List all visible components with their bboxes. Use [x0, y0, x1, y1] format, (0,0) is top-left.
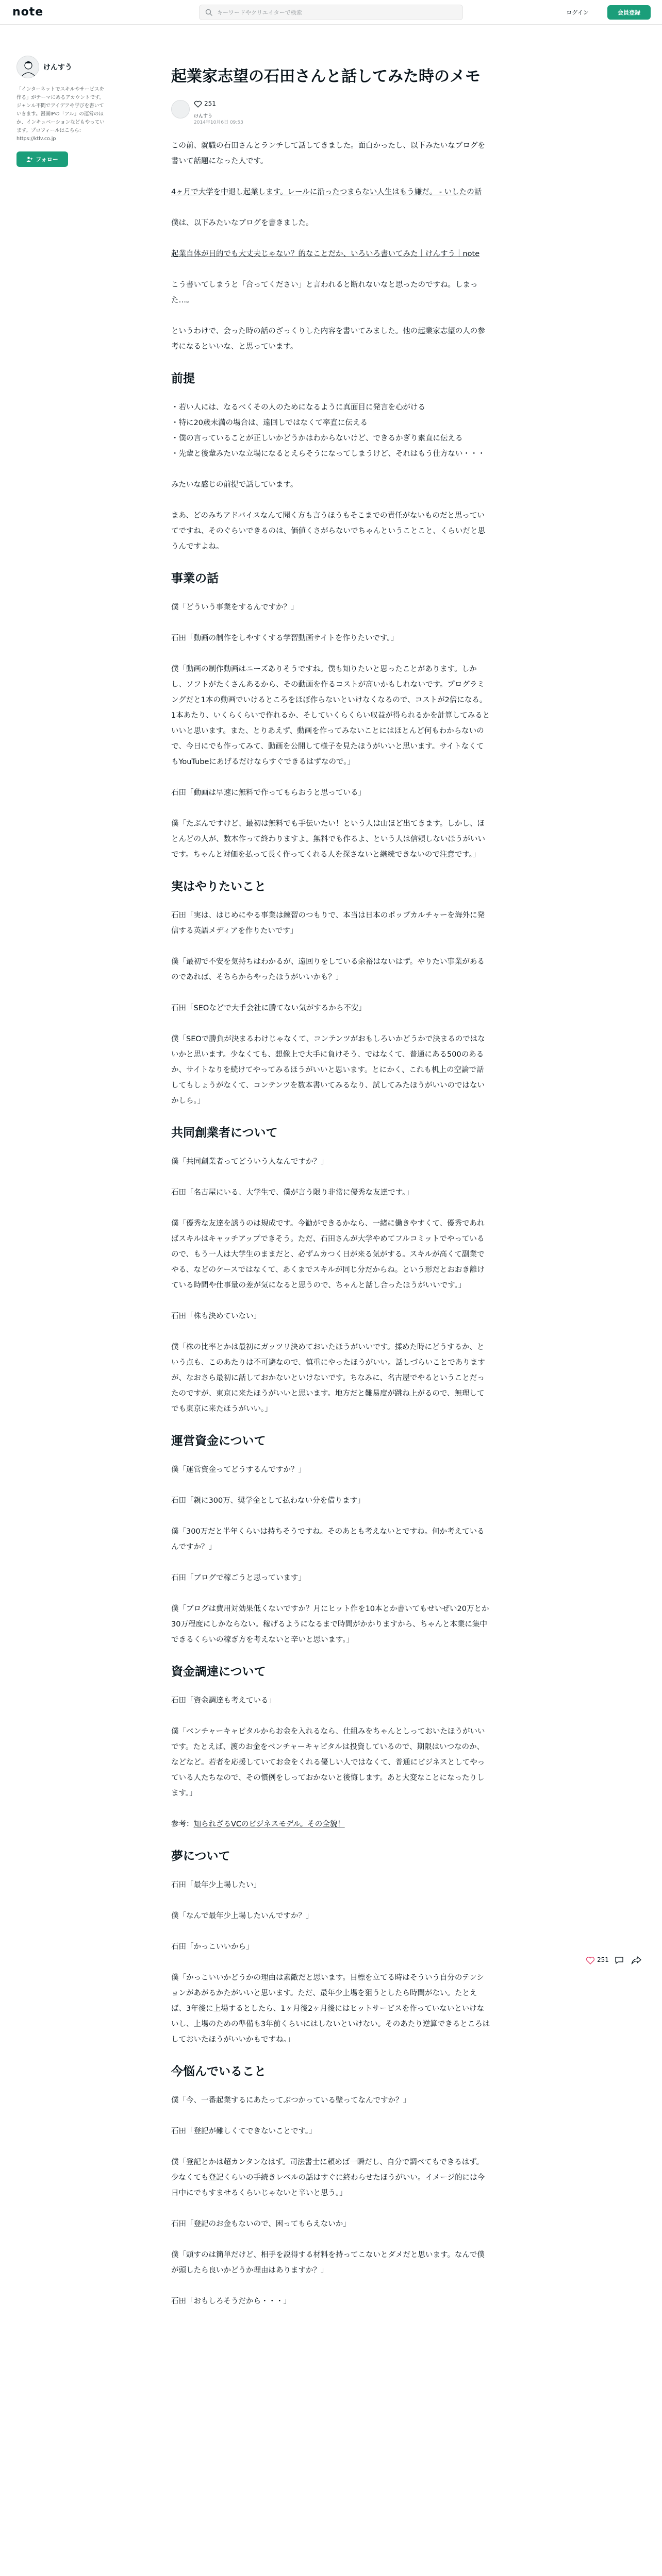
creator-name[interactable]: けんすう: [43, 63, 72, 72]
paragraph: 石田「SEOなどで大手会社に勝てない気がするから不安」: [171, 1004, 366, 1012]
link-paragraph: [171, 184, 491, 200]
like-count: 251: [204, 100, 216, 107]
paragraph: この前、就職の石田さんとランチして話してきました。面白かったし、以下みたいなブログを書いて話題になった人です。: [171, 142, 485, 165]
paragraph: 僕「かっこいいかどうかの理由は素敵だと思います。目標を立てる時はそういう自分のテンションがあがるかたがいいと思います。ただ、最年少上場を狙うとしたら時間がない。たとえば、3年後に上場するとしたら、1ヶ月後2ヶ月後にはヒットサービスを作っていないといけないし、上場のための準備も3年前くらいにはしないといけない。そのあたり逆算できるところはしておいたほうがいいかもですね。」: [171, 1974, 490, 2044]
heart-icon[interactable]: [586, 1956, 595, 1965]
paragraph: 僕「どういう事業をするんですか？」: [171, 603, 299, 612]
section-heading: 実はやりたいこと: [171, 880, 266, 893]
register-button[interactable]: 会員登録: [607, 5, 651, 20]
paragraph: 石田「登記が難しくてできないことです。」: [171, 2127, 317, 2136]
search-icon: [205, 8, 213, 16]
article: [171, 65, 491, 2325]
section-heading: 事業の話: [171, 572, 219, 585]
follow-button[interactable]: [16, 151, 68, 167]
section-heading: 運営資金について: [171, 1434, 266, 1448]
paragraph: 石田「資金調達も考えている」: [171, 1697, 276, 1705]
article-link[interactable]: 4ヶ月で大学を中退し起業します。レールに沿ったつまらない人生はもう嫌だ。 - いしたの話: [171, 188, 482, 196]
site-header: [0, 0, 662, 25]
paragraph: ・若い人には、なるべくその人のためになるように真面目に発言を心がける ・特に20歳未満の場合は、遠回しではなくて率直に伝える ・僕の言っていることが正しいかどうかはわからないけど、できるかぎり素直に伝える ・先輩と後輩みたいな立場になるとえらそうになってしまうけど、それはもう仕方ない・・・: [171, 403, 485, 458]
creator-sidebar: [16, 56, 107, 167]
follow-label: フォロー: [36, 157, 58, 163]
paragraph: 僕「最初で不安を気持ちはわかるが、遠回りをしている余裕はないはず。やりたい事業があるのであれば、そちらからやったほうがいいかも？」: [171, 958, 485, 981]
paragraph: 石田「かっこいいから」: [171, 1943, 254, 1951]
paragraph: 石田「動画は早速に無料で作ってもらおうと思っている」: [171, 789, 366, 797]
paragraph: 僕「SEOで勝負が決まるわけじゃなくて、コンテンツがおもしろいかどうかで決まるのではないかと思います。少なくても、想像上で大手に負けそう、ではなくて、普通にある500のあるか、サイトなりを続けてやってみるほうがいいと思います。とにかく、これも机上の空論で話してもしょうがなくて、コンテンツを数本書いてみるなり、試してみたほうがいいのではないかしら。」: [171, 1035, 485, 1105]
publish-date: 2014年10月6日 09:53: [194, 120, 243, 125]
section-heading: 夢について: [171, 1850, 230, 1863]
paragraph: 僕「頭すのは簡単だけど、相手を説得する材料を持ってこないとダメだと思います。なんで僕が頭したら良いかどうか理由はありますか？」: [171, 2251, 485, 2275]
paragraph: こう書いてしまうと「合ってください」と言われると断れないなと思ったのですね。しまった…。: [171, 281, 478, 304]
login-button[interactable]: ログイン: [560, 6, 595, 19]
comment-icon[interactable]: [615, 1956, 624, 1965]
paragraph: 僕「共同創業者ってどういう人なんですか？」: [171, 1158, 328, 1166]
author-name[interactable]: けんすう: [194, 114, 213, 119]
paragraph: 僕「なんで最年少上場したいんですか？」: [171, 1912, 313, 1920]
paragraph: 僕は、以下みたいなブログを書きました。: [171, 219, 313, 227]
article-link[interactable]: 知られざるVCのビジネスモデル。その全貌！: [193, 1820, 345, 1828]
paragraph: 僕「ベンチャーキャピタルからお金を入れるなら、仕組みをちゃんとしっておいたほうがいいです。たとえば、渡のお金をベンチャーキャピタルは投資しているので、期限はいつなのか、などなど。若者を応援していてお金をくれる優しい人ではなくて、普通にビジネスとしてやっている人たちなので、その慣例をしっておかないと後悔します。あと大変なことになったりします。」: [171, 1727, 485, 1798]
paragraph: 石田「親に300万、奨学金として払わない分を借ります」: [171, 1497, 365, 1505]
share-icon[interactable]: [631, 1956, 641, 1965]
article-body: [171, 138, 491, 2309]
paragraph: 僕「ブログは費用対効果低くないですか？月にヒット作を10本とか書いてもせいぜい20万とか30万程度にしかならない。稼げるようになるまで時間がかかりますから、ちゃんと本業に集中できるくらいの稼ぎ方を考えないと辛いと思います。」: [171, 1605, 489, 1644]
author-avatar[interactable]: [171, 100, 190, 118]
paragraph: 僕「運営資金ってどうするんですか？」: [171, 1466, 306, 1474]
link-paragraph: [171, 1817, 491, 1832]
heart-icon[interactable]: [194, 100, 202, 108]
paragraph: 僕「動画の制作動画はニーズありそうですね。僕も知りたいと思ったことがあります。しかし、ソフトがたくさんあるから、その動画を作るコストが高いかもしれないです。プログラミングだと1本の動画でいけるところをほぼ作らないといけなくなるので、コストが2倍になる。1本あたり、いくらくらいで作れるか、そしていくらくらい収益が得られるかを計算してみるといいと思います。また、とりあえず、動画を作ってみないことにはほとんど何もわからないので、今日にでも作ってみて、動画を公開して様子を見たほうがいいと思います。サイトなくてもYouTubeにあげるだけならすぐできるはずなので。」: [171, 665, 490, 766]
search-box[interactable]: [199, 5, 463, 20]
creator-bio: 「インターネットでスキルやサービスを作る」がテーマにあるアカウントです。ジャンル不問でアイデアや学びを書いていきます。漫画IPの「アル」の運営のほか、インキュベーションなどもやっています。プロフィールはこちら: https://ktlv.co.jp: [16, 87, 105, 142]
link-paragraph: [171, 246, 491, 262]
paragraph: 石田「登記のお金もないので、困ってもらえないか」: [171, 2220, 351, 2228]
article-link[interactable]: 起業自体が目的でも大丈夫じゃない？的なことだか、いろいろ書いてみた｜けんすう｜note: [171, 250, 480, 258]
avatar-illustration-icon: [17, 56, 40, 79]
section-heading: 今悩んでいること: [171, 2065, 266, 2078]
paragraph: みたいな感じの前提で話しています。: [171, 481, 298, 489]
paragraph: 石田「株も決めていない」: [171, 1312, 261, 1320]
floating-actions: [586, 1953, 648, 1968]
paragraph: 僕「優秀な友達を誘うのは規成です。今勧ができるかなら、一緒に働きやすくて、優秀であればスキルはキャッチアップできそう。ただ、石田さんが大学やめてフルコミットでやっているので、もう一人は大学生のままだと、必ずムカつく日が来る気がする。スキルが高くて副業でやる、などのケースではなくて、あくまでスキルが同じ分だからね。という形だとおおき離けている時間や仕事量の差が気になると思うので、ちゃんと話し合ったほうがいいです。」: [171, 1219, 485, 1290]
paragraph: 石田「動画の制作をしやすくする学習動画サイトを作りたいです。」: [171, 634, 399, 642]
paragraph: 僕「今、一番起業するにあたってぶつかっている壁ってなんですか？」: [171, 2096, 410, 2105]
section-heading: 前提: [171, 372, 195, 385]
search-input[interactable]: [217, 5, 454, 20]
paragraph: 石田「名古屋にいる、大学生で、僕が言う限り非常に優秀な友達です。」: [171, 1189, 413, 1197]
paragraph: というわけで、会った時の話のざっくりした内容を書いてみました。他の起業家志望の人の参考になるといいな、と思っています。: [171, 327, 485, 351]
paragraph: 石田「実は、はじめにやる事業は練習のつもりで、本当は日本のポップカルチャーを海外に発信する英語メディアを作りたいです」: [171, 911, 485, 935]
paragraph: 石田「おもしろそうだから・・・」: [171, 2297, 291, 2306]
user-plus-icon: [26, 156, 32, 162]
like-count: 251: [597, 1956, 609, 1963]
section-heading: 資金調達について: [171, 1665, 266, 1679]
article-meta: [171, 100, 491, 123]
note-logo[interactable]: note: [12, 6, 44, 19]
paragraph: まあ、どのみちアドバイスなんて聞く方も言うほうもそこまでの責任がないものだと思っていてですね、そのぐらいできるのは、価値くさがらないでちゃんということこと、くらいだと思うんですよね。: [171, 512, 485, 551]
creator-avatar[interactable]: [16, 56, 39, 78]
paragraph: 石田「最年少上場したい」: [171, 1881, 261, 1889]
section-heading: 共同創業者について: [171, 1126, 278, 1140]
link-prefix: 参考：: [171, 1820, 194, 1828]
paragraph: 僕「300万だと半年くらいは持ちそうですね。そのあとも考えないとですね。何か考えているんですか？」: [171, 1528, 485, 1551]
article-title: 起業家志望の石田さんと話してみた時のメモ: [171, 67, 481, 86]
paragraph: 僕「登記とかは超カンタンなはず。司法書士に頼めば一瞬だし、自分で調べてもできるはず。少なくても登記くらいの手続きレベルの話はすぐに終わらせたほうがいい。イメージ的には今日中にでもすませるくらいじゃないと辛いと思う。」: [171, 2158, 485, 2197]
paragraph: 石田「ブログで稼ごうと思っています」: [171, 1574, 306, 1582]
paragraph: 僕「株の比率とかは最初にガッツリ決めておいたほうがいいです。揉めた時にどうするか、という点も、このあたりは不可避なので、慎重にやったほうがいい。話しづらいことでありますが、なおさら最初に話しておかないといけないです。ちなみに、名古屋でやるということだったのですが、東京に来たほうがいいと思います。地方だと難易度が跳ね上がるので、無理してでも東京に来たほうがいい。」: [171, 1343, 485, 1413]
paragraph: 僕「たぶんですけど、最初は無料でも手伝いたい！という人は山ほど出てきます。しかし、ほとんどの人が、数本作って終わりますよ。無料でも作るよ、という人は信頼しないほうがいいです。ちゃんと対価を払って長く作ってくれる人を探さないと継続できないので注意です。」: [171, 820, 485, 859]
